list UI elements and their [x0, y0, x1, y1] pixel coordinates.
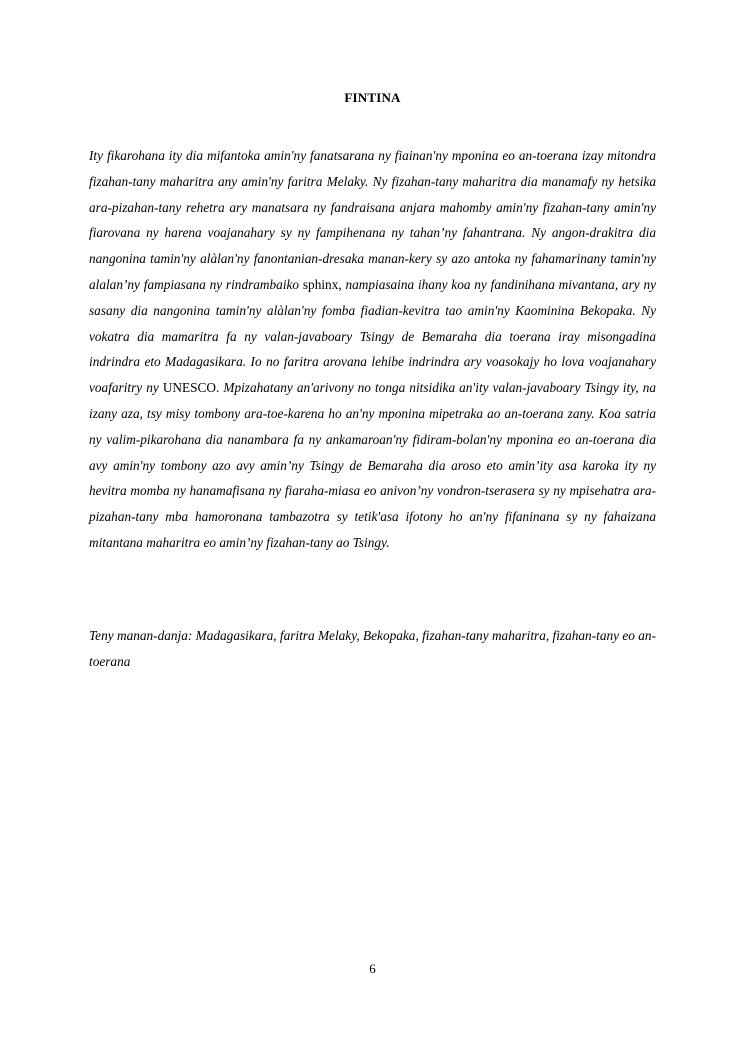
page-title: FINTINA	[344, 90, 401, 105]
software-name: sphinx,	[302, 276, 342, 292]
page-number: 6	[369, 961, 376, 976]
abstract-paragraph	[89, 143, 656, 556]
keywords-paragraph: Teny manan-danja: Madagasikara, faritra Melaky, Bekopaka, fizahan-tany maharitra, fizahan-tany eo an-toerana	[89, 628, 656, 669]
abstract-text-part-1: Ity fikarohana ity dia mifantoka amin'ny fanatsarana ny fiainan'ny mponina eo an-toerana izay mitondra fizahan-tany maharitra any amin'ny faritra Melaky. Ny fizahan-tany maharitra dia manamafy ny hetsika ara-pizahan-tany rehetra ary manatsara ny fandraisana anjara mahomby amin'ny fizahan-tany amin'ny fiarovana ny harena voajanahary sy ny fampihenana ny tahan’ny fahantrana. Ny angon-drakitra dia nangonina tamin'ny alàlan'ny fanontanian-dresaka manan-kery sy azo antoka ny fahamarinany tamin'ny alalan’ny fampiasana ny rindrambaiko	[89, 148, 656, 292]
organization-name: UNESCO.	[162, 380, 220, 396]
abstract-text-part-3: Mpizahatany an'arivony no tonga nitsidika an'ity valan-javaboary Tsingy ity, na izany aza, tsy misy tombony ara-toe-karena ho an'ny mponina mipetraka ao an-toerana zany. Koa satria ny valim-pikarohana dia nanambara fa ny ankamaroan'ny fidiram-bolan'ny mponina eo an-toerana dia avy amin'ny tombony azo avy amin’ny Tsingy de Bemaraha dia aroso eto amin’ity asa karoka ity ny hevitra momba ny hanamafisana ny fiaraha-miasa eo anivon’ny vondron-tserasera sy ny mpisehatra ara-pizahan-tany mba hamoronana tambazotra sy tetik'asa ifotony ho an'ny fifaninana sy ny fahaizana mitantana maharitra eo amin’ny fizahan-tany ao Tsingy.	[89, 380, 657, 550]
abstract-text-part-2: nampiasaina ihany koa ny fandinihana mivantana, ary ny sasany dia nangonina tamin'ny alàlan'ny fomba fiadian-kevitra tao amin'ny Kaominina Bekopaka. Ny vokatra dia mamaritra fa ny valan-javaboary Tsingy de Bemaraha dia toerana iray misongadina indrindra eto Madagasikara. Io no faritra arovana lehibe indrindra ary voasokajy ho lova voajanahary voafaritry ny	[89, 276, 656, 396]
